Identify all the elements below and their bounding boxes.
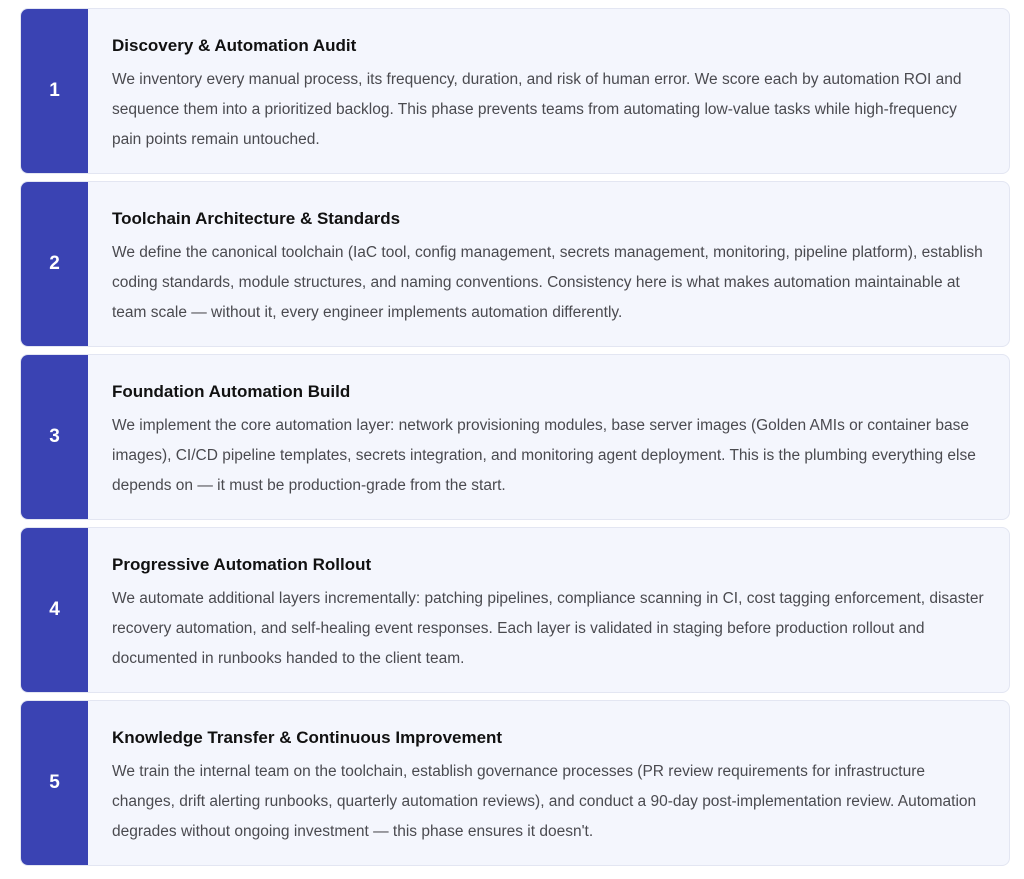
step-content: [88, 528, 1009, 692]
step-description: We implement the core automation layer: network provisioning modules, base server images (Golden AMIs or container base images), CI/CD pipeline templates, secrets integration, and monitoring agent deployment. This is the plumbing everything else depends on — it must be production-grade from the start.: [112, 417, 976, 494]
step-number-badge: 4: [21, 528, 88, 692]
process-step-3: [20, 354, 1010, 520]
step-content: [88, 701, 1009, 865]
step-title: Foundation Automation Build: [112, 382, 351, 401]
step-number-badge: 3: [21, 355, 88, 519]
step-title: Discovery & Automation Audit: [112, 36, 357, 55]
step-title: Knowledge Transfer & Continuous Improvement: [112, 728, 503, 747]
step-number-badge: 1: [21, 9, 88, 173]
step-title: Toolchain Architecture & Standards: [112, 209, 401, 228]
step-description: We define the canonical toolchain (IaC tool, config management, secrets management, monitoring, pipeline platform), establish coding standards, module structures, and naming conventions. Consistency here is what makes automation maintainable at team scale — without it, every engineer implements automation differently.: [112, 244, 983, 321]
step-title: Progressive Automation Rollout: [112, 555, 372, 574]
step-content: [88, 182, 1009, 346]
step-content: [88, 9, 1009, 173]
process-step-1: [20, 8, 1010, 174]
process-step-5: [20, 700, 1010, 866]
step-number-badge: 5: [21, 701, 88, 865]
step-description: We automate additional layers incrementally: patching pipelines, compliance scanning in CI, cost tagging enforcement, disaster recovery automation, and self-healing event responses. Each layer is validated in staging before production rollout and documented in runbooks handed to the client team.: [112, 590, 984, 667]
process-step-2: [20, 181, 1010, 347]
step-content: [88, 355, 1009, 519]
step-description: We train the internal team on the toolchain, establish governance processes (PR review requirements for infrastructure changes, drift alerting runbooks, quarterly automation reviews), and conduct a 90-day post-implementation review. Automation degrades without ongoing investment — this phase ensures it doesn't.: [112, 763, 977, 840]
process-steps-list: [20, 8, 1010, 873]
process-step-4: [20, 527, 1010, 693]
step-description: We inventory every manual process, its frequency, duration, and risk of human error. We score each by automation ROI and sequence them into a prioritized backlog. This phase prevents teams from automating low-value tasks while high-frequency pain points remain untouched.: [112, 71, 962, 148]
step-number-badge: 2: [21, 182, 88, 346]
